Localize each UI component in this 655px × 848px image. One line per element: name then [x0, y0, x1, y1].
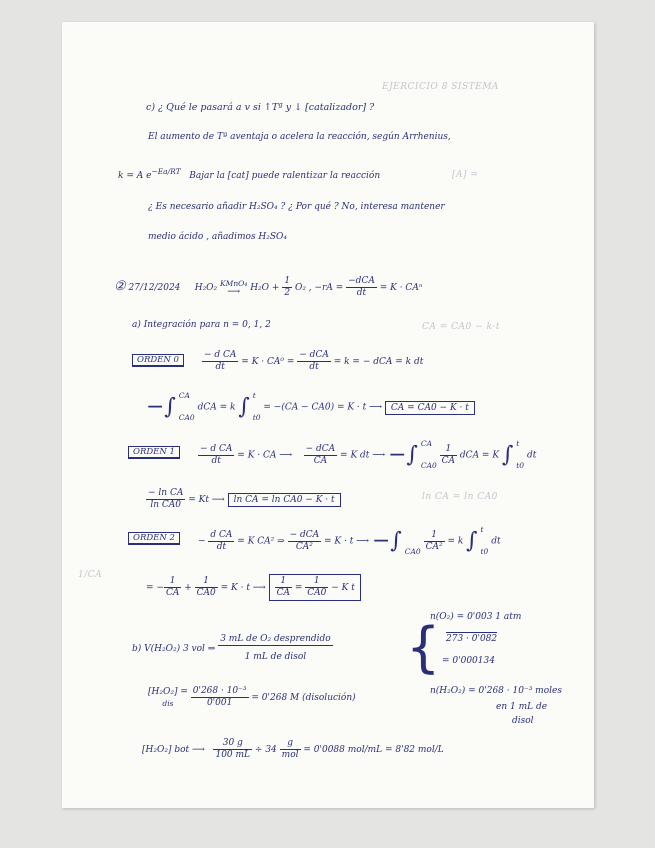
rate-denominator: dt [356, 288, 367, 298]
o2-product: O₂ , −rA = [294, 283, 344, 293]
product: H₂O + [250, 283, 280, 293]
answer-c-line4: medio ácido , añadimos H₂SO₄ [148, 232, 288, 242]
n-h2o2-line2: en 1 mL de [496, 702, 548, 712]
orden-2-result-line: = − $\frac{1}{CA}$ + $\frac{1}{CA0}$ = K · t ⟶ $\frac{1}{CA}$ = $\frac{1}{CA0}$ − K t [146, 574, 361, 601]
bleed-through-line: 1/CA [78, 570, 103, 580]
bottle-concentration-line: [H₂O₂] bot ⟶ $\frac{30 g}{100 mL}$ ÷ 34 $\frac{g}{\text{mol}}$ = 0'0088 mol/mL = 8'82 mol/L [142, 738, 444, 760]
half-denominator: 2 [284, 288, 291, 298]
answer-c-line3: ¿ Es necesario añadir H₂SO₄ ? ¿ Por qué ? No, interesa mantener [148, 202, 445, 212]
orden-0-integral: −∫ CA CA0 dCA = k ∫ t t0 = −(CA − CA0) = K · t ⟶ CA = CA0 − K · t [146, 390, 475, 424]
n-o2-denominator: 273 · 0'082 [446, 634, 498, 644]
exercise-number: ② [114, 279, 126, 294]
rate-numerator: −dCA [348, 276, 375, 286]
notebook-page [62, 22, 594, 808]
rate-law: = K · CAⁿ [379, 283, 423, 293]
bleed-through-line: CA = CA0 − k·t [422, 322, 500, 332]
n-o2-result: = 0'000134 [442, 656, 495, 666]
bleed-through-line: ln CA = ln CA0 [422, 492, 498, 502]
catalyst-label: KMnO₄ [220, 278, 248, 288]
bracket-divider: { [406, 616, 441, 679]
integration-title: a) Integración para n = 0, 1, 2 [132, 320, 271, 330]
volume-line: b) V(H₂O₂) 3 vol ⇒ $\frac{\text{3 mL de O₂ desprendido}}{\text{1 mL de disol}}$ [132, 634, 331, 662]
orden-0-label: ORDEN 0 [132, 354, 184, 367]
answer-c-line2: Bajar la [cat] puede ralentizar la reacción [189, 171, 381, 181]
question-c: c) ¿ Qué le pasará a v si ↑Tª y ↓ [catalizador] ? [146, 102, 375, 113]
n-h2o2-line3: disol [512, 716, 534, 726]
orden-0-result: CA = CA0 − K · t [385, 401, 475, 415]
orden-0-equation: $\frac{\text{− d CA}}{dt}$ = K · CA⁰ = $\frac{\text{− dCA}}{dt}$ = k = − dCA = k dt [204, 350, 424, 372]
n-h2o2-line: n(H₂O₂) = 0'268 · 10⁻³ moles [430, 686, 562, 696]
bleed-through-heading: EJERCICIO 8 SISTEMA [382, 82, 499, 92]
reactant: H₂O₂ [194, 283, 218, 293]
answer-c-line1: El aumento de Tª aventaja o acelera la reacción, según Arrhenius, [148, 132, 451, 142]
orden-1-equation: $\frac{\text{− d CA}}{dt}$ = K · CA ⟶ $\frac{\text{− dCA}}{CA}$ = K dt ⟶ −∫ CA CA0 $\frac{1}{CA}$ dCA = K ∫ t t0 dt [200, 439, 537, 470]
orden-2-equation: − $\frac{\text{d CA}}{dt}$ = K CA² ⇒ $\frac{\text{− dCA}}{\text{CA²}}$ = K · t ⟶ −∫ CA0 $\frac{1}{\text{CA²}}$ = k ∫ t t0 dt [198, 525, 501, 556]
orden-1-label: ORDEN 1 [128, 446, 180, 459]
orden-1-result-line: $\frac{\text{− ln CA}}{\text{ln CA0}}$ = Kt ⟶ ln CA = ln CA0 − K · t [146, 488, 341, 511]
n-o2-line: n(O₂) = 0'003 1 atm [430, 612, 522, 622]
orden-2-label: ORDEN 2 [128, 532, 180, 545]
concentration-line: [H₂O₂] = dis $\frac{\text{0'268 · 10⁻³}}{0'001}$ = 0'268 M (disolución) [148, 686, 356, 708]
exercise-date: 27/12/2024 [128, 283, 181, 293]
orden-2-result: $\frac{1}{CA}$ = $\frac{1}{CA0}$ − K t [269, 574, 361, 601]
arrhenius-k: k = A e [118, 171, 152, 181]
exercise-2-header: ② 27/12/2024 H₂O₂ KMnO₄ ⟶ H₂O + $\frac{1}{2}$ O₂ , −rA = $\frac{\text{−dCA}}{dt}$ = K · CAⁿ [114, 276, 423, 298]
arrhenius-exponent: −Ea/RT [151, 167, 181, 176]
orden-1-result: ln CA = ln CA0 − K · t [228, 493, 341, 507]
bleed-through-line: [A] = [452, 170, 479, 180]
half-numerator: 1 [284, 276, 291, 286]
arrhenius-line [118, 166, 380, 182]
